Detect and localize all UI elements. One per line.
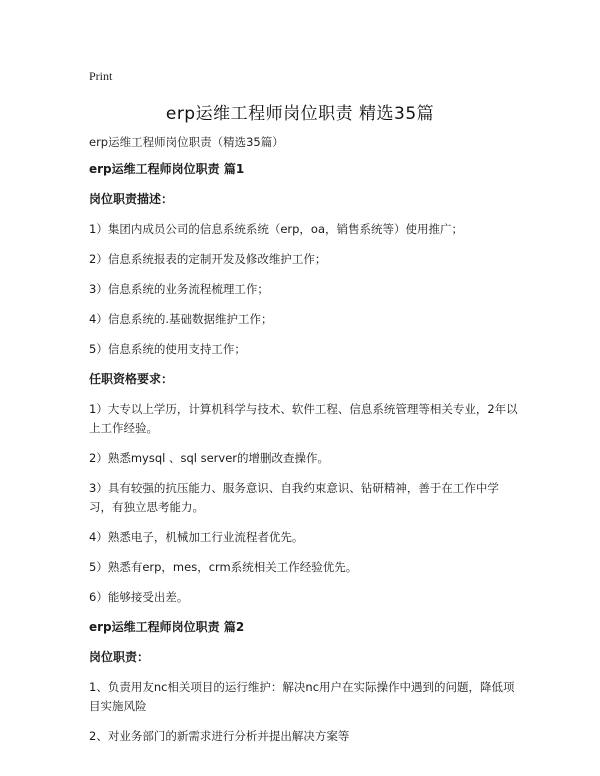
group-heading-responsibilities: 岗位职责： — [89, 650, 150, 664]
list-item: 1、负责用友nc相关项目的运行维护：解决nc用户在实际操作中遇到的问题，降低项目实施风险 — [89, 680, 515, 713]
list-item: 2、对业务部门的新需求进行分析并提出解决方案等 — [89, 729, 350, 743]
list-item: 2）信息系统报表的定制开发及修改维护工作； — [89, 252, 327, 266]
list-item: 5）信息系统的使用支持工作； — [89, 342, 246, 356]
list-item: 2）熟悉mysql 、sql server的增删改查操作。 — [89, 451, 330, 465]
document-body — [89, 133, 519, 757]
list-item: 1）集团内成员公司的信息系统系统（erp，oa，销售系统等）使用推广； — [89, 222, 463, 236]
page-title: erp运维工程师岗位职责 精选35篇 — [165, 104, 435, 124]
list-item: 4）信息系统的.基础数据维护工作； — [89, 312, 273, 326]
list-item: 3）具有较强的抗压能力、服务意识、自我约束意识、钻研精神，善于在工作中学习，有独立思考能力。 — [89, 481, 499, 514]
group-heading-qualifications: 任职资格要求： — [89, 372, 174, 386]
document-subtitle: erp运维工程师岗位职责（精选35篇） — [89, 135, 284, 149]
print-label: Print — [89, 69, 113, 83]
list-item: 4）熟悉电子，机械加工行业流程者优先。 — [89, 530, 304, 544]
group-heading-duties: 岗位职责描述： — [89, 192, 174, 206]
list-item: 6）能够接受出差。 — [89, 590, 189, 604]
section-heading-2: erp运维工程师岗位职责 篇2 — [89, 620, 245, 634]
section-heading-1: erp运维工程师岗位职责 篇1 — [89, 162, 245, 176]
list-item: 5）熟悉有erp，mes，crm系统相关工作经验优先。 — [89, 560, 358, 574]
list-item: 3）信息系统的业务流程梳理工作； — [89, 282, 269, 296]
list-item: 1）大专以上学历，计算机科学与技术、软件工程、信息系统管理等相关专业，2年以上工作经验。 — [89, 402, 518, 435]
